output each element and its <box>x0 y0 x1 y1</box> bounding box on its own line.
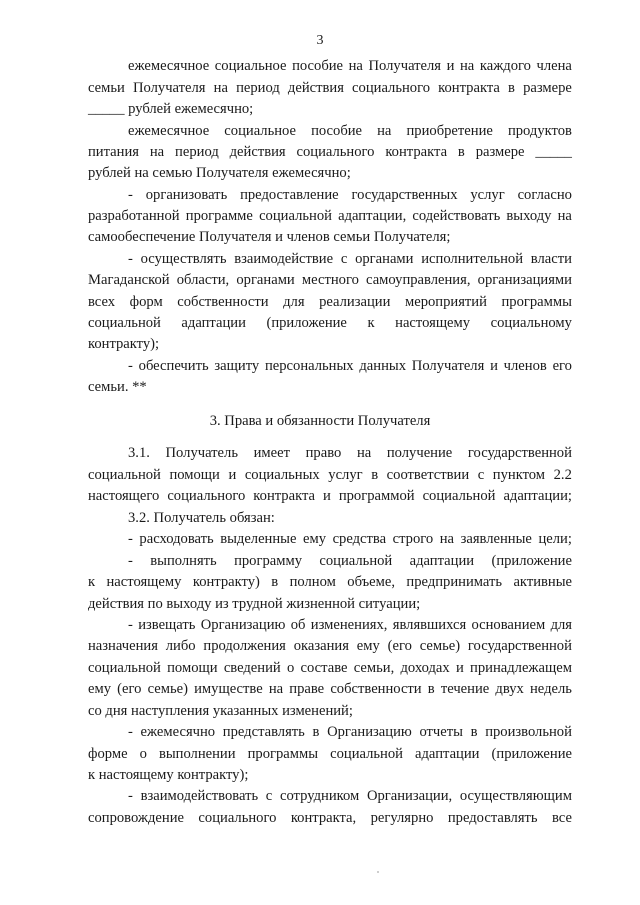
word: течение <box>440 681 490 697</box>
word: средства <box>332 531 387 547</box>
word: право <box>305 445 342 461</box>
word: исполнительной <box>421 251 524 267</box>
word: на <box>557 208 572 224</box>
word: Получателя <box>132 80 206 96</box>
word: адаптации <box>181 315 246 331</box>
word: помощи <box>169 467 220 483</box>
word: контракта <box>253 488 316 504</box>
page-number: 3 <box>316 33 324 48</box>
text-line <box>88 639 572 654</box>
word: социальных <box>244 467 320 483</box>
word: период <box>175 144 219 160</box>
word: выходу <box>506 208 552 224</box>
text-line <box>128 618 572 633</box>
word: пособие <box>292 58 344 74</box>
word: все <box>552 810 572 826</box>
word: к <box>88 574 96 590</box>
word: 3.1. <box>128 445 150 461</box>
word: период <box>236 80 280 96</box>
word: изменениях, <box>310 617 388 633</box>
word: предоставление <box>240 187 339 203</box>
word: услуг <box>328 467 363 483</box>
text-line <box>88 81 572 96</box>
word: о <box>286 660 295 676</box>
word: социального <box>352 80 431 96</box>
word: власти <box>530 251 572 267</box>
text-line: к настоящему контракту); <box>88 767 249 783</box>
word: имеет <box>253 445 290 461</box>
text-line: действия по выходу из трудной жизненной ситуации; <box>88 596 421 612</box>
word: его <box>552 358 572 374</box>
word: защиту <box>214 358 260 374</box>
word: (приложение <box>266 315 347 331</box>
word: отчеты <box>419 724 463 740</box>
word: активные <box>513 574 572 590</box>
word: о <box>139 746 147 762</box>
word: об <box>290 617 306 633</box>
word: ему <box>356 638 380 654</box>
text-line: контракту); <box>88 336 160 352</box>
word: взаимодействие <box>234 251 334 267</box>
word: - <box>128 788 133 804</box>
word: Магаданской <box>88 272 170 288</box>
text-line <box>88 209 572 224</box>
word: приобретение <box>406 123 493 139</box>
word: социальное <box>224 123 296 139</box>
word: мероприятий <box>404 294 487 310</box>
word: органами <box>355 251 414 267</box>
word: Получатель <box>165 445 238 461</box>
word: форме <box>88 746 128 762</box>
text-line: самообеспечение Получателя и членов семьи Получателя; <box>88 229 451 245</box>
word: - <box>128 531 133 547</box>
word: социальной <box>88 660 161 676</box>
word: в <box>312 724 320 740</box>
word: на <box>459 58 475 74</box>
word: государственных <box>351 187 458 203</box>
word: адаптации, <box>338 208 407 224</box>
text-line <box>128 124 572 139</box>
word: - <box>128 617 133 633</box>
word: программой <box>338 488 415 504</box>
word: программы <box>247 746 319 762</box>
text-line <box>88 811 572 826</box>
word: в <box>427 681 435 697</box>
word: контракту) <box>192 574 260 590</box>
word: контракта, <box>290 810 357 826</box>
word: программы <box>501 294 572 310</box>
word: - <box>128 187 133 203</box>
text-line <box>88 316 572 331</box>
word: организациями <box>477 272 572 288</box>
word: Получателя <box>368 58 442 74</box>
word: помощи <box>167 660 218 676</box>
word: с <box>265 788 273 804</box>
text-line <box>128 789 572 804</box>
word: настоящему <box>395 315 471 331</box>
word: социальной <box>88 467 161 483</box>
word: на <box>268 681 284 697</box>
word: настоящего <box>88 488 160 504</box>
word: реализации <box>319 294 391 310</box>
text-line <box>88 747 572 762</box>
word: соответствии <box>386 467 470 483</box>
word: представлять <box>222 724 305 740</box>
word: в <box>508 80 515 96</box>
word: членов <box>503 358 547 374</box>
word: социального <box>198 810 277 826</box>
word: на <box>356 445 372 461</box>
word: для <box>283 294 305 310</box>
word: осуществлять <box>140 251 227 267</box>
word: и <box>228 467 237 483</box>
word: для <box>550 617 572 633</box>
text-line <box>88 575 572 590</box>
word: сведений <box>223 660 281 676</box>
word: назначения <box>88 638 158 654</box>
word: обеспечить <box>138 358 209 374</box>
text-line <box>88 295 572 310</box>
word: объеме, <box>347 574 396 590</box>
word: являвшихся <box>392 617 467 633</box>
word: - <box>128 251 133 267</box>
text-line <box>88 273 572 288</box>
word: социальной <box>319 553 393 569</box>
word: и <box>446 58 455 74</box>
text-line <box>128 446 572 461</box>
word: члена <box>536 58 572 74</box>
word: _____ <box>535 144 572 160</box>
word: всех <box>88 294 116 310</box>
word: - <box>128 553 133 569</box>
word: действия <box>229 144 286 160</box>
word: доходах <box>400 660 450 676</box>
word: действия <box>287 80 344 96</box>
text-line <box>88 468 572 483</box>
word: семьи <box>88 80 125 96</box>
text-line: со дня наступления указанных изменений; <box>88 703 353 719</box>
word: ему <box>303 531 327 547</box>
text-line <box>128 252 572 267</box>
word: собственности <box>177 294 269 310</box>
word: питания <box>88 144 139 160</box>
word: предпринимать <box>406 574 503 590</box>
word: разработанной <box>88 208 180 224</box>
word: регулярно <box>370 810 434 826</box>
word: выполнении <box>158 746 236 762</box>
word: к <box>367 315 375 331</box>
word: контракта <box>438 80 500 96</box>
word: Получателя <box>411 358 485 374</box>
word: - <box>128 358 133 374</box>
text-line <box>88 661 572 676</box>
word: адаптации; <box>503 488 572 504</box>
word: ежемесячно <box>140 724 216 740</box>
text-line <box>128 188 572 203</box>
word: Организацию <box>200 617 286 633</box>
word: продолжения <box>203 638 286 654</box>
word: области, <box>176 272 230 288</box>
word: принадлежащем <box>470 660 572 676</box>
word: цели; <box>538 531 572 547</box>
word: продуктов <box>507 123 572 139</box>
word: программу <box>234 553 303 569</box>
word: форм <box>129 294 163 310</box>
word: социальной <box>259 208 332 224</box>
text-line <box>128 532 572 547</box>
word: составе <box>300 660 348 676</box>
word: в <box>371 467 379 483</box>
text-line <box>128 59 572 74</box>
word: на <box>348 58 363 74</box>
word: каждого <box>479 58 531 74</box>
text-line: 3.2. Получатель обязан: <box>128 510 275 526</box>
word: двух <box>495 681 524 697</box>
word: и <box>455 660 464 676</box>
word: расходовать <box>139 531 214 547</box>
word: имуществе <box>194 681 263 697</box>
word: социальному <box>490 315 572 331</box>
word: на <box>213 80 228 96</box>
word: в <box>457 144 465 160</box>
text-line <box>128 725 572 740</box>
word: адаптации <box>409 553 475 569</box>
word: местного <box>301 272 359 288</box>
word: пособие <box>311 123 363 139</box>
word: услуг <box>470 187 505 203</box>
word: заявленные <box>460 531 532 547</box>
section-heading: 3. Права и обязанности Получателя <box>209 413 431 429</box>
word: размере <box>475 144 525 160</box>
word: 2.2 <box>553 467 572 483</box>
word: предоставлять <box>447 810 538 826</box>
word: органами <box>236 272 295 288</box>
word: Организацию <box>327 724 412 740</box>
text-line <box>88 489 572 504</box>
word: содействовать <box>412 208 501 224</box>
word: (его <box>387 638 412 654</box>
word: в <box>470 724 478 740</box>
word: Организации, <box>366 788 453 804</box>
word: либо <box>165 638 196 654</box>
word: организовать <box>145 187 228 203</box>
word: извещать <box>138 617 196 633</box>
word: полном <box>289 574 336 590</box>
word: государственной <box>467 638 572 654</box>
word: пунктом <box>492 467 546 483</box>
word: в <box>271 574 279 590</box>
word: (приложение <box>491 553 572 569</box>
word: социального <box>167 488 246 504</box>
word: самоуправления, <box>366 272 471 288</box>
word: получение <box>386 445 453 461</box>
word: - <box>128 724 133 740</box>
word: семье) <box>419 638 461 654</box>
word: сопровождение <box>88 810 184 826</box>
word: согласно <box>517 187 572 203</box>
word: ежемесячное <box>128 123 210 139</box>
word: персональных <box>264 358 354 374</box>
word: и <box>323 488 331 504</box>
word: социальное <box>214 58 287 74</box>
word: адаптации <box>415 746 480 762</box>
word: произвольной <box>485 724 572 740</box>
word: данных <box>359 358 406 374</box>
word: (приложение <box>491 746 572 762</box>
word: ежемесячное <box>128 58 210 74</box>
text-line <box>88 145 572 160</box>
text-line: рублей на семью Получателя ежемесячно; <box>88 165 351 181</box>
text-line <box>128 359 572 374</box>
word: семье) <box>147 681 188 697</box>
word: семьи, <box>353 660 395 676</box>
word: строго <box>392 531 434 547</box>
word: и <box>490 358 498 374</box>
word: на <box>377 123 392 139</box>
word: контракта <box>385 144 448 160</box>
word: программе <box>185 208 253 224</box>
word: социальной <box>330 746 403 762</box>
word: размере <box>523 80 572 96</box>
word: выполнять <box>150 553 217 569</box>
text-line: _____ рублей ежемесячно; <box>88 101 254 117</box>
word: основанием <box>471 617 546 633</box>
word: выделенные <box>220 531 297 547</box>
word: осуществляющим <box>459 788 572 804</box>
text-line <box>128 554 572 569</box>
word: на <box>439 531 455 547</box>
word: взаимодействовать <box>140 788 259 804</box>
word: недель <box>529 681 572 697</box>
word: социальной <box>422 488 496 504</box>
scan-speck <box>377 871 379 873</box>
word: сотрудником <box>279 788 360 804</box>
word: оказания <box>293 638 349 654</box>
word: собственности <box>330 681 422 697</box>
word: социального <box>296 144 375 160</box>
word: настоящему <box>106 574 182 590</box>
text-line <box>88 682 572 697</box>
word: социальной <box>88 315 161 331</box>
word: (его <box>117 681 142 697</box>
word: ему <box>88 681 112 697</box>
word: праве <box>289 681 325 697</box>
word: государственной <box>467 445 572 461</box>
word: с <box>477 467 485 483</box>
word: с <box>340 251 348 267</box>
word: на <box>149 144 165 160</box>
text-line: семьи. ** <box>88 379 147 395</box>
